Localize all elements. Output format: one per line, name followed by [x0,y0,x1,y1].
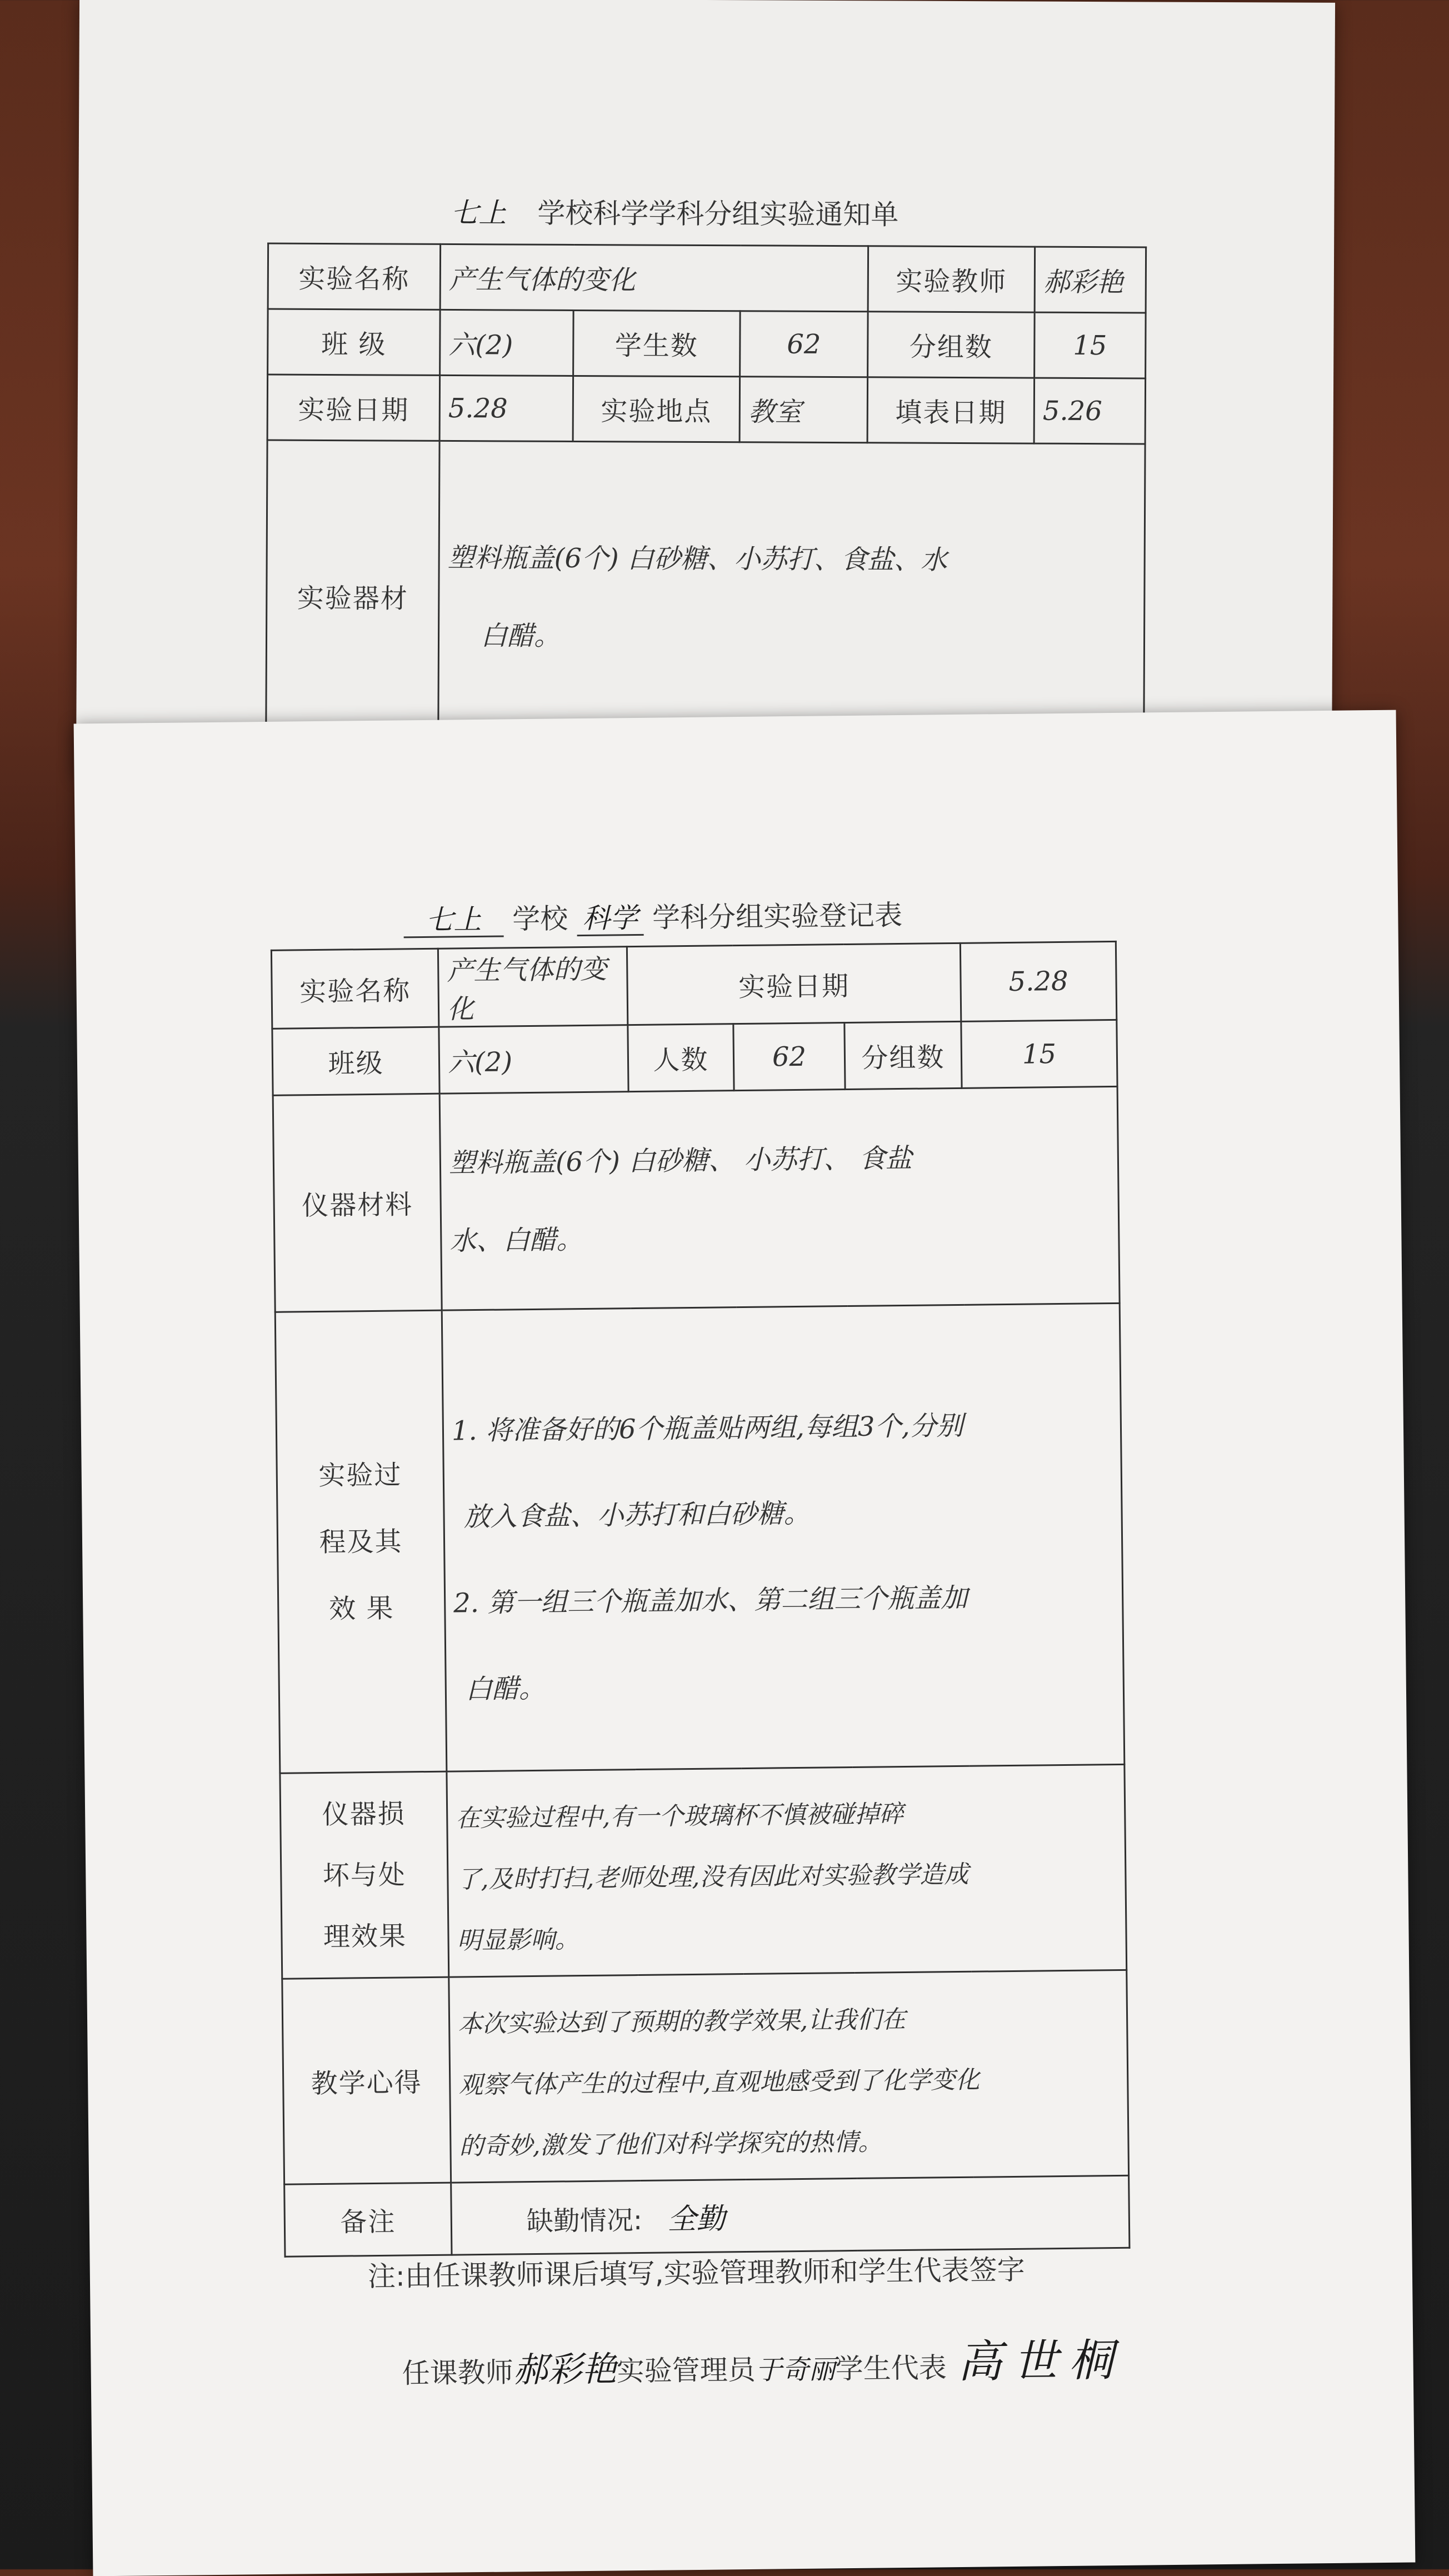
equipment-line-1: 塑料瓶盖(6个) 白砂糖、小苏打、食盐、水 [447,542,948,576]
label-location: 实验地点 [573,376,740,442]
process-line-2: 放入食盐、小苏打和白砂糖。 [463,1497,811,1532]
sign-manager-label: 实验管理员 [616,2353,756,2388]
label-materials: 仪器材料 [273,1094,442,1312]
value-insight [449,1970,1129,2183]
materials-line-1: 塑料瓶盖(6个) 白砂糖、 小苏打、 食盐 [448,1142,912,1179]
label-damage-3: 理效果 [323,1920,407,1953]
label-damage [280,1771,449,1979]
value-equipment [438,441,1145,755]
label-experiment-name: 实验名称 [268,243,441,309]
label-teacher: 实验教师 [868,246,1035,312]
damage-line-2: 了,及时打扫,老师处理,没有因此对实验教学造成 [456,1860,969,1894]
process-line-4: 白醋。 [465,1673,546,1705]
register-title-mid: 学校 [512,902,568,936]
label-register-class: 班级 [272,1027,439,1095]
label-equipment: 实验器材 [266,440,439,752]
register-table [271,941,1131,2258]
label-register-people: 人数 [628,1024,734,1092]
sign-manager: 于奇丽 [755,2354,836,2386]
materials-line-2: 水、白醋。 [449,1224,583,1257]
sign-student: 高世桐 [957,2334,1125,2388]
value-register-groups: 15 [961,1020,1117,1088]
notice-table [265,243,1147,756]
register-title [403,893,902,938]
label-register-date: 实验日期 [627,943,961,1025]
label-process-2: 程及其 [319,1525,403,1558]
notice-title-text: 学校科学学科分组实验通知单 [537,197,899,231]
label-damage-2: 坏与处 [322,1859,407,1891]
value-students: 62 [740,311,868,377]
label-register-groups: 分组数 [845,1021,962,1089]
label-fill-date: 填表日期 [867,377,1035,443]
label-remark: 备注 [284,2183,452,2257]
notice-title-school: 七上 [451,196,507,229]
value-register-class: 六(2) [439,1025,628,1094]
damage-line-1: 在实验过程中,有一个玻璃杯不慎被碰掉碎 [456,1799,904,1833]
value-process [442,1303,1125,1771]
value-materials [439,1086,1120,1310]
sign-student-label: 学生代表 [835,2352,947,2385]
insight-line-3: 的奇妙,激发了他们对科学探究的热情。 [459,2127,883,2160]
value-fill-date: 5.26 [1034,378,1146,444]
footnote: 注:由任课教师课后填写,实验管理教师和学生代表签字 [367,2253,1025,2293]
value-groups: 15 [1035,312,1146,378]
value-register-name: 产生气体的变化 [438,947,627,1027]
register-paper [74,710,1416,2576]
register-title-subject: 科学 [577,902,644,936]
insight-line-1: 本次实验达到了预期的教学效果,让我们在 [457,2005,906,2038]
equipment-line-2: 白醋。 [480,620,561,652]
sign-teacher-label: 任课教师 [402,2356,514,2390]
sign-teacher: 郝彩艳 [513,2348,617,2390]
insight-line-2: 观察气体产生的过程中,直观地感受到了化学变化 [458,2065,980,2099]
value-experiment-name: 产生气体的变化 [440,244,868,311]
process-line-3: 2. 第一组三个瓶盖加水、第二组三个瓶盖加 [453,1582,968,1619]
value-date: 5.28 [439,375,573,441]
value-teacher: 郝彩艳 [1035,247,1146,313]
value-remark [451,2175,1130,2255]
label-process [275,1310,447,1773]
process-line-1: 1. 将准备好的6个瓶盖贴两组,每组3个,分别 [451,1410,963,1446]
label-damage-1: 仪器损 [322,1798,406,1830]
label-students: 学生数 [573,310,741,376]
label-groups: 分组数 [868,312,1035,378]
label-process-1: 实验过 [318,1459,402,1491]
label-insight: 教学心得 [282,1977,451,2184]
notice-paper [76,0,1335,781]
value-location: 教室 [740,377,868,443]
absence-label: 缺勤情况: [526,2204,643,2238]
label-process-3: 效 果 [328,1592,394,1625]
label-date: 实验日期 [267,375,440,441]
signature-line [402,2324,1125,2396]
register-title-school: 七上 [403,903,504,938]
absence-value: 全勤 [667,2202,726,2236]
register-title-text: 学科分组实验登记表 [652,898,903,934]
notice-title [451,191,898,233]
label-class: 班 级 [268,309,441,375]
label-register-name: 实验名称 [271,948,438,1029]
damage-line-3: 明显影响。 [457,1925,579,1955]
value-register-people: 62 [733,1023,845,1091]
value-damage [447,1764,1127,1977]
value-class: 六(2) [440,309,574,376]
value-register-date: 5.28 [960,941,1116,1021]
